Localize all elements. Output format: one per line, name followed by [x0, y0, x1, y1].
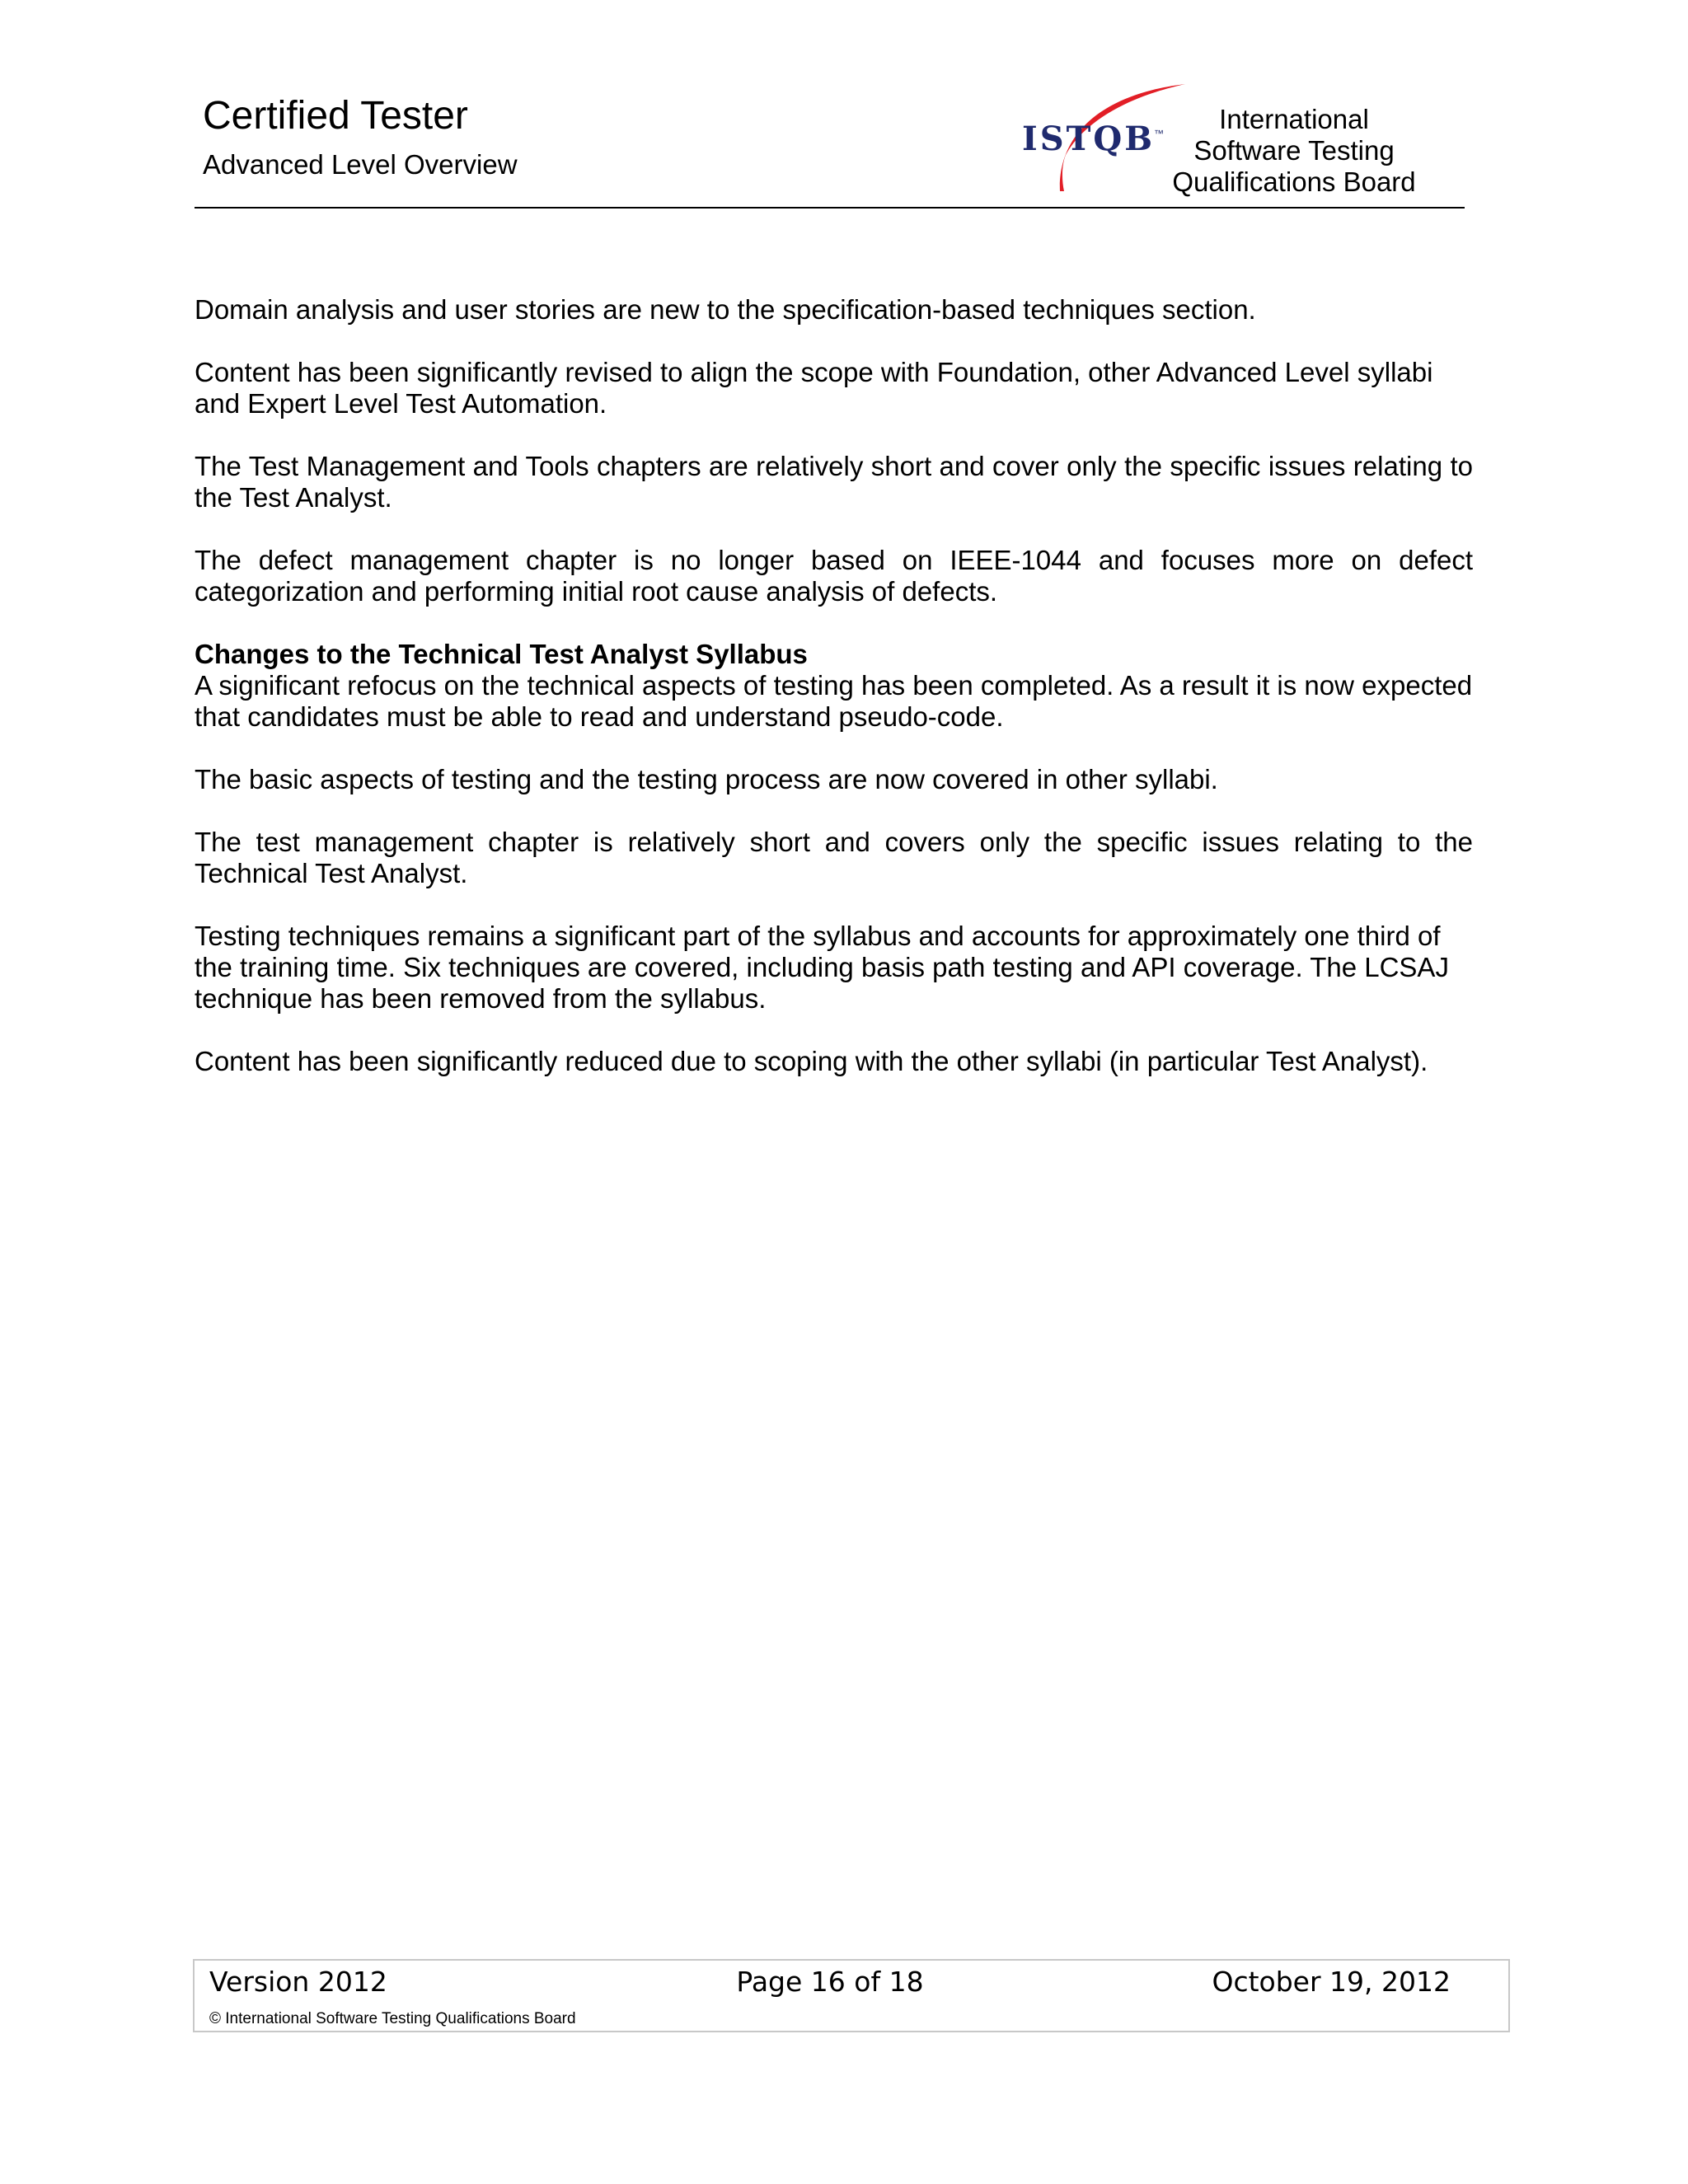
org-name-line: Software Testing — [1193, 135, 1395, 166]
document-title: Certified Tester — [203, 94, 468, 138]
page-number: Page 16 of 18 — [736, 1966, 924, 1998]
org-name — [1158, 104, 1430, 198]
paragraph: Domain analysis and user stories are new to the specification-based techniques section. — [195, 294, 1256, 325]
paragraph: The defect management chapter is no longer based on IEEE-1044 and focuses more on defect categorization and performing initial root cause analysis of defects. — [195, 545, 1473, 607]
paragraph: Testing techniques remains a significant part of the syllabus and accounts for approximately one third of the training time. Six techniques are covered, including basis path testing and API coverage. The LCSAJ technique has been removed from the syllabus. — [195, 921, 1449, 1014]
logo-text: ISTQB — [1022, 120, 1156, 158]
paragraph: Content has been significantly revised to align the scope with Foundation, other Advanced Level syllabi and Expert Level Test Automation. — [195, 357, 1433, 419]
paragraph: The test management chapter is relatively short and covers only the specific issues relating to the Technical Test Analyst. — [195, 827, 1473, 888]
page-body — [195, 294, 1473, 1108]
paragraph: The Test Management and Tools chapters are relatively short and cover only the specific issues relating to the Test Analyst. — [195, 451, 1473, 513]
copyright-notice: © International Software Testing Qualifications Board — [209, 2010, 576, 2027]
footer-date: October 19, 2012 — [1212, 1966, 1451, 1998]
paragraph: The basic aspects of testing and the testing process are now covered in other syllabi. — [195, 764, 1218, 794]
document-subtitle: Advanced Level Overview — [203, 149, 518, 180]
footer-version: Version 2012 — [209, 1966, 387, 1998]
org-name-line: International — [1219, 104, 1369, 134]
paragraph: Content has been significantly reduced due to scoping with the other syllabi (in particular Test Analyst). — [195, 1046, 1428, 1076]
trademark-icon: ™ — [1154, 128, 1164, 139]
page-footer — [193, 1959, 1510, 2032]
paragraph: A significant refocus on the technical aspects of testing has been completed. As a result it is now expected that candidates must be able to read and understand pseudo-code. — [195, 670, 1473, 732]
section-heading: Changes to the Technical Test Analyst Syllabus — [195, 639, 808, 669]
org-name-line: Qualifications Board — [1172, 166, 1416, 197]
header-divider — [195, 207, 1465, 209]
footer-row — [209, 1966, 1451, 1999]
